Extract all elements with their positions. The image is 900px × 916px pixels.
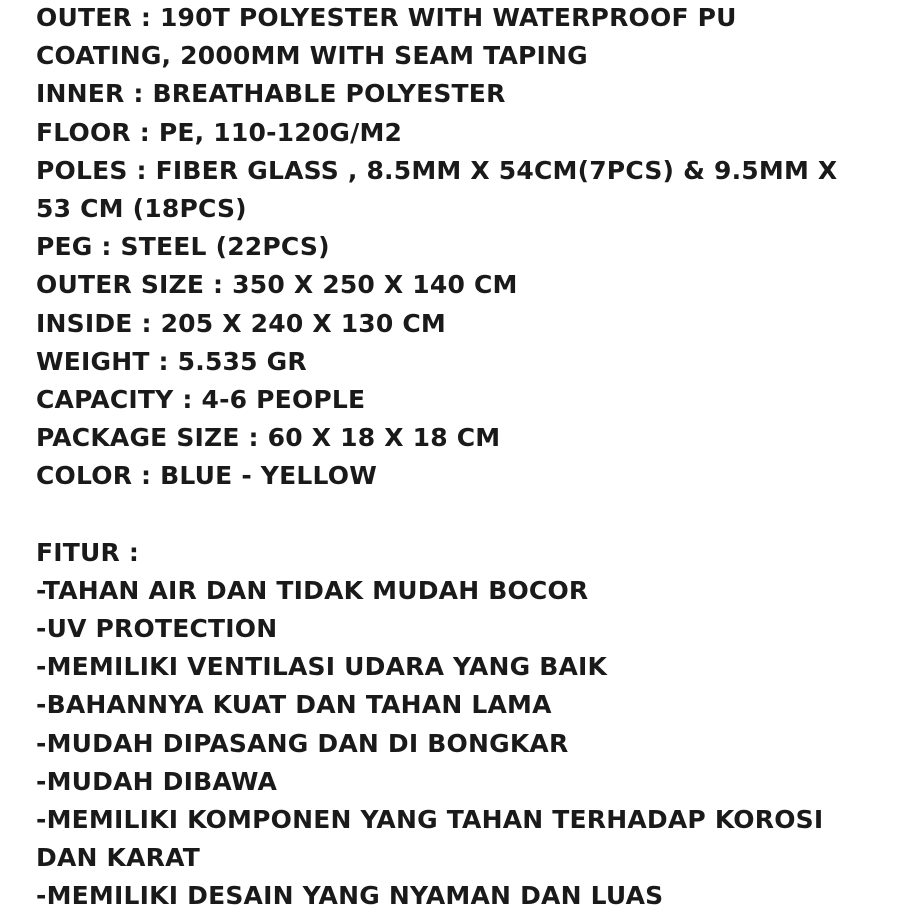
spec-line: INSIDE : 205 X 240 X 130 CM	[36, 308, 447, 338]
spec-line: FLOOR : PE, 110-120G/M2	[36, 117, 403, 147]
spec-line: COLOR : BLUE - YELLOW	[36, 461, 377, 491]
feature-line: -BAHANNYA KUAT DAN TAHAN LAMA	[36, 690, 552, 720]
spec-line: PEG : STEEL (22PCS)	[36, 232, 330, 262]
spec-line: INNER : BREATHABLE POLYESTER	[36, 79, 506, 109]
feature-line: -MUDAH DIBAWA	[36, 766, 278, 796]
feature-line: -MEMILIKI DESAIN YANG NYAMAN DAN LUAS	[36, 881, 664, 911]
feature-line: -MEMILIKI VENTILASI UDARA YANG BAIK	[36, 652, 608, 682]
spec-line: OUTER : 190T POLYESTER WITH WATERPROOF PU	[36, 3, 737, 32]
feature-line: -UV PROTECTION	[36, 614, 278, 643]
feature-line: -TAHAN AIR DAN TIDAK MUDAH BOCOR	[36, 575, 589, 605]
spec-line: POLES : FIBER GLASS , 8.5MM X 54CM(7PCS) & 9.5MM X	[36, 155, 838, 185]
feature-line: -MUDAH DIPASANG DAN DI BONGKAR	[36, 728, 569, 758]
features-heading: FITUR :	[36, 537, 140, 567]
product-description	[36, 0, 886, 916]
spec-line: PACKAGE SIZE : 60 X 18 X 18 CM	[36, 423, 501, 453]
feature-line: -MEMILIKI KOMPONEN YANG TAHAN TERHADAP KOROSI	[36, 804, 824, 834]
feature-line: DAN KARAT	[36, 843, 200, 873]
spec-line: WEIGHT : 5.535 GR	[36, 346, 307, 376]
blank-line	[36, 495, 886, 533]
feature-list	[36, 572, 886, 916]
spec-line: OUTER SIZE : 350 X 250 X 140 CM	[36, 270, 518, 300]
spec-list	[36, 0, 886, 495]
spec-line: CAPACITY : 4-6 PEOPLE	[36, 384, 366, 414]
spec-line: 53 CM (18PCS)	[36, 193, 247, 223]
spec-line: COATING, 2000MM WITH SEAM TAPING	[36, 41, 588, 71]
